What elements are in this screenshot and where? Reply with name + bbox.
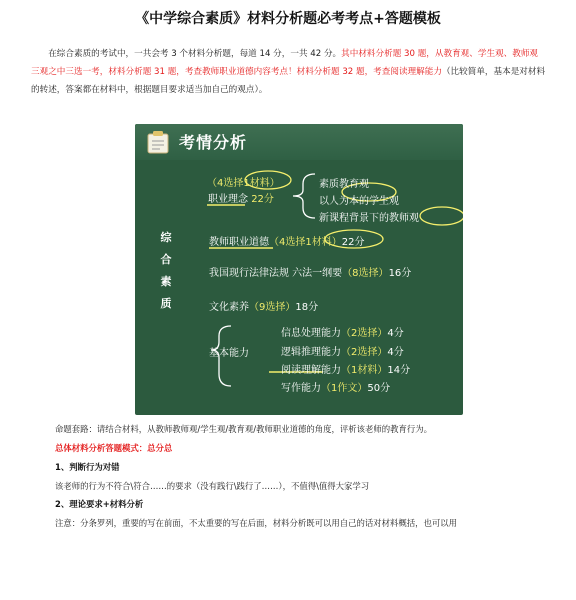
board-title: 考情分析	[179, 133, 248, 152]
zhiye-sub-2: 以人为本的学生观	[319, 196, 399, 207]
intro-black: 在综合素质的考试中，一共会考 3 个材料分析题，每道 14 分，一共 42 分。	[48, 49, 342, 59]
step2-heading: 2、理论要求+材料分析	[55, 499, 144, 509]
falv-row: 我国现行法律法规 六法一纲要（8选择）16分	[209, 268, 412, 279]
nengli-sub-4: 写作能力（1作文）50分	[281, 383, 391, 394]
circle-mark	[420, 207, 463, 225]
nengli-row: 基本能力	[209, 348, 249, 359]
nengli-sub-3: 阅读理解能力（1材料）14分	[281, 365, 411, 376]
mingti-line: 命题套路：请结合材料，从教师教师观/学生观/教育观/教师职业道德的角度，评析该老师的教育行为。	[55, 424, 432, 434]
wenhua-row: 文化素养（9选择）18分	[209, 302, 319, 313]
chalkboard-image	[135, 124, 463, 415]
daode-row: 教师职业道德（4选择1材料）22分	[209, 237, 365, 248]
answer-mode-heading: 总体材料分析答题模式：总分总	[55, 443, 173, 453]
side-char: 素	[160, 275, 172, 288]
side-char: 合	[160, 253, 172, 266]
document-title: 《中学综合素质》材料分析题必考考点+答题模板	[135, 11, 441, 27]
zhiye-sub-1: 素质教育观	[319, 179, 369, 190]
zhiye-row: 职业理念 22分	[208, 194, 274, 205]
nengli-sub-1: 信息处理能力（2选择）4分	[281, 328, 404, 339]
side-char: 质	[160, 297, 172, 310]
step1-heading: 1、判断行为对错	[55, 462, 120, 472]
intro-tail: （比较简单，基本是对材料的转述，答案都在材料中，根据题目要求适当加自己的观点）。	[31, 67, 546, 95]
step2-text: 注意：分条罗列，重要的写在前面，不太重要的写在后面，材料分析既可以用自己的话对材料概括，也可以用	[55, 518, 457, 528]
nengli-sub-2: 逻辑推理能力（2选择）4分	[281, 347, 404, 358]
intro-red-highlight: 其中材料分析题 30 题，从教育观、学生观、教师观三观之中三选一考，材料分析题 31 题，考查教师职业道德内容考点！材料分析题 32 题，考查阅读理解能力	[31, 49, 539, 77]
zhiye-tag: （4选择1材料）	[207, 178, 280, 189]
zhiye-sub-3: 新课程背景下的教师观	[319, 213, 419, 224]
step1-text: 该老师的行为不符合\符合……的要求（没有践行\践行了……），不值得\值得大家学习	[55, 481, 370, 491]
side-char: 综	[160, 231, 172, 244]
intro-paragraph	[31, 45, 546, 99]
board-side-label	[159, 227, 173, 315]
brace-mark	[293, 174, 315, 218]
